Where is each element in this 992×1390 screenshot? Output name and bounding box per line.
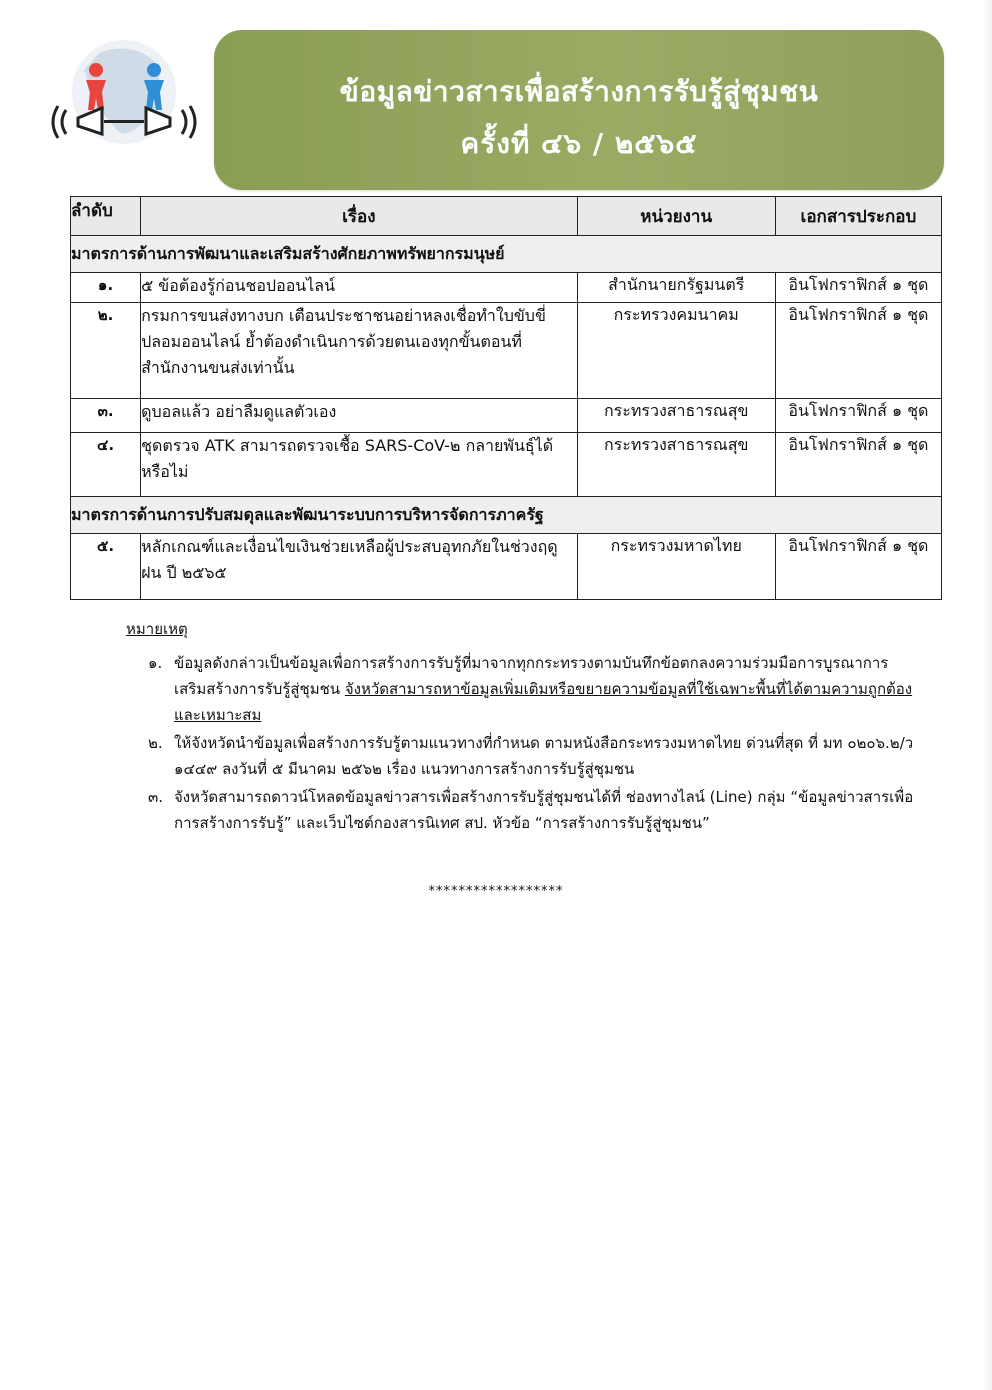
community-logo — [48, 36, 200, 148]
note-item — [126, 730, 916, 782]
row-topic: หลักเกณฑ์และเงื่อนไขเงินช่วยเหลือผู้ประสบอุทกภัยในช่วงฤดูฝน ปี ๒๕๖๕ — [141, 534, 578, 600]
row-agency: กระทรวงมหาดไทย — [577, 534, 775, 600]
row-no: ๒. — [71, 303, 141, 399]
row-attachment: อินโฟกราฟิกส์ ๑ ชุด — [775, 303, 941, 399]
note-number: ๒. — [148, 734, 163, 752]
table-row — [71, 534, 942, 600]
notes-section — [126, 616, 916, 838]
table-row — [71, 303, 942, 399]
row-topic: ๕ ข้อต้องรู้ก่อนชอปออนไลน์ — [141, 273, 578, 303]
note-item — [126, 784, 916, 836]
header-attachment: เอกสารประกอบ — [775, 197, 941, 236]
page-edge-shadow — [982, 0, 992, 1390]
row-topic: ชุดตรวจ ATK สามารถตรวจเชื้อ SARS-CoV-๒ กลายพันธุ์ได้หรือไม่ — [141, 433, 578, 497]
note-number: ๑. — [148, 654, 163, 672]
row-attachment: อินโฟกราฟิกส์ ๑ ชุด — [775, 399, 941, 433]
row-agency: กระทรวงคมนาคม — [577, 303, 775, 399]
row-agency: กระทรวงสาธารณสุข — [577, 433, 775, 497]
table-row — [71, 273, 942, 303]
note-number: ๓. — [148, 788, 164, 806]
row-topic: กรมการขนส่งทางบก เตือนประชาชนอย่าหลงเชื่อทำใบขับขี่ปลอมออนไลน์ ย้ำต้องดำเนินการด้วยตนเองทุกขั้นตอนที่สำนักงานขนส่งเท่านั้น — [141, 303, 578, 399]
header-no: ลำดับ — [71, 197, 141, 236]
note-text: ให้จังหวัดนำข้อมูลเพื่อสร้างการรับรู้ตามแนวทางที่กำหนด ตามหนังสือกระทรวงมหาดไทย ด่วนที่สุด ที่ มท ๐๒๐๖.๒/ว ๑๔๔๙ ลงวันที่ ๕ มีนาคม ๒๕๖๒ เรื่อง แนวทางการสร้างการรับรู้สู่ชุมชน — [174, 734, 914, 778]
title-banner — [214, 30, 944, 190]
row-no: ๔. — [71, 433, 141, 497]
section-header — [71, 236, 942, 273]
note-text: จังหวัดสามารถดาวน์โหลดข้อมูลข่าวสารเพื่อสร้างการรับรู้สู่ชุมชนได้ที่ ช่องทางไลน์ (Line) กลุ่ม “ข้อมูลข่าวสารเพื่อการสร้างการรับรู้” และเว็บไซต์กองสารนิเทศ สป. หัวข้อ “การสร้างการรับรู้สู่ชุมชน” — [174, 788, 914, 832]
note-text: ข้อมูลดังกล่าวเป็นข้อมูลเพื่อการสร้างการรับรู้ที่มาจากทุกกระทรวงตามบันทึกข้อตกลงความร่วมมือการบูรณาการเสริมสร้างการรับรู้สู่ชุมชน — [174, 654, 889, 698]
row-attachment: อินโฟกราฟิกส์ ๑ ชุด — [775, 534, 941, 600]
note-item — [126, 650, 916, 728]
note-underlined-text: จังหวัดสามารถหาข้อมูลเพิ่มเติมหรือขยายความข้อมูลที่ใช้เฉพาะพื้นที่ได้ตามความถูกต้องและเหมาะสม — [174, 680, 913, 724]
row-no: ๓. — [71, 399, 141, 433]
notes-title: หมายเหตุ — [126, 620, 188, 638]
document-title: ข้อมูลข่าวสารเพื่อสร้างการรับรู้สู่ชุมชน — [339, 75, 819, 108]
header-topic: เรื่อง — [141, 197, 578, 236]
issue-number: ครั้งที่ ๔๖ / ๒๕๖๕ — [460, 127, 698, 160]
row-no: ๑. — [71, 273, 141, 303]
row-attachment: อินโฟกราฟิกส์ ๑ ชุด — [775, 433, 941, 497]
row-agency: สำนักนายกรัฐมนตรี — [577, 273, 775, 303]
end-marker: ****************** — [428, 884, 564, 899]
section-title-1: มาตรการด้านการพัฒนาและเสริมสร้างศักยภาพทรัพยากรมนุษย์ — [71, 236, 942, 273]
row-no: ๕. — [71, 534, 141, 600]
row-topic: ดูบอลแล้ว อย่าลืมดูแลตัวเอง — [141, 399, 578, 433]
row-agency: กระทรวงสาธารณสุข — [577, 399, 775, 433]
header-agency: หน่วยงาน — [577, 197, 775, 236]
content-table — [70, 196, 942, 600]
table-header-row — [71, 197, 942, 236]
table-row — [71, 433, 942, 497]
row-attachment: อินโฟกราฟิกส์ ๑ ชุด — [775, 273, 941, 303]
table-row — [71, 399, 942, 433]
section-header — [71, 497, 942, 534]
section-title-2: มาตรการด้านการปรับสมดุลและพัฒนาระบบการบริหารจัดการภาครัฐ — [71, 497, 942, 534]
